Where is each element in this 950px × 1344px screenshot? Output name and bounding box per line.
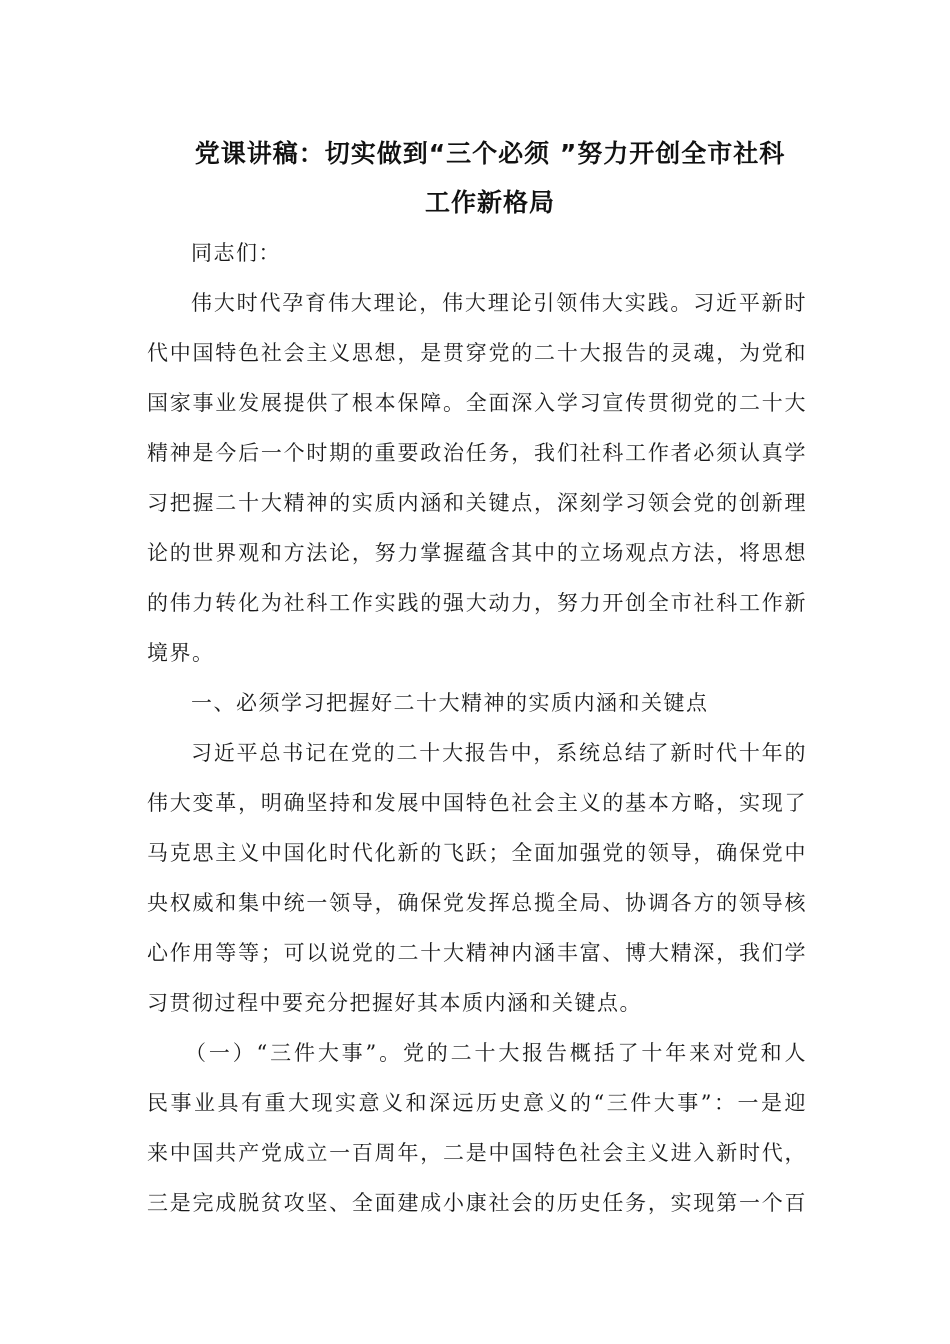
salutation: 同志们： (191, 241, 281, 265)
paragraph-line: 伟大变革，明确坚持和发展中国特色社会主义的基本方略，实现了 (147, 791, 807, 815)
paragraph-line: 代中国特色社会主义思想，是贯穿党的二十大报告的灵魂，为党和 (147, 341, 807, 365)
paragraph-line: 习把握二十大精神的实质内涵和关键点，深刻学习领会党的创新理 (147, 491, 807, 515)
paragraph-line: 境界。 (147, 641, 215, 665)
paragraph-line: 三是完成脱贫攻坚、全面建成小康社会的历史任务，实现第一个百 (147, 1191, 807, 1215)
paragraph-line: 民事业具有重大现实意义和深远历史意义的“三件大事”：一是迎 (147, 1091, 807, 1115)
subsection-paragraph-line: （一）“三件大事”。党的二十大报告概括了十年来对党和人 (185, 1041, 807, 1065)
document-title-line-2: 工作新格局 (424, 188, 555, 217)
paragraph-line: 国家事业发展提供了根本保障。全面深入学习宣传贯彻党的二十大 (147, 391, 807, 415)
section-heading: 一、必须学习把握好二十大精神的实质内涵和关键点 (191, 691, 709, 715)
paragraph-line: 习近平总书记在党的二十大报告中，系统总结了新时代十年的 (191, 741, 807, 765)
document-title-line-1: 党课讲稿：切实做到“三个必须 ”努力开创全市社科 (194, 139, 786, 168)
paragraph-line: 习贯彻过程中要充分把握好其本质内涵和关键点。 (147, 991, 642, 1015)
paragraph-line: 的伟力转化为社科工作实践的强大动力，努力开创全市社科工作新 (147, 591, 807, 615)
paragraph-line: 伟大时代孕育伟大理论，伟大理论引领伟大实践。习近平新时 (191, 291, 807, 315)
paragraph-line: 精神是今后一个时期的重要政治任务，我们社科工作者必须认真学 (147, 441, 807, 465)
paragraph-line: 论的世界观和方法论，努力掌握蕴含其中的立场观点方法，将思想 (147, 541, 807, 565)
paragraph-line: 来中国共产党成立一百周年，二是中国特色社会主义进入新时代， (147, 1141, 807, 1165)
paragraph-line: 央权威和集中统一领导，确保党发挥总揽全局、协调各方的领导核 (147, 891, 807, 915)
paragraph-line: 心作用等等；可以说党的二十大精神内涵丰富、博大精深，我们学 (147, 941, 807, 965)
paragraph-line: 马克思主义中国化时代化新的飞跃；全面加强党的领导，确保党中 (147, 841, 807, 865)
